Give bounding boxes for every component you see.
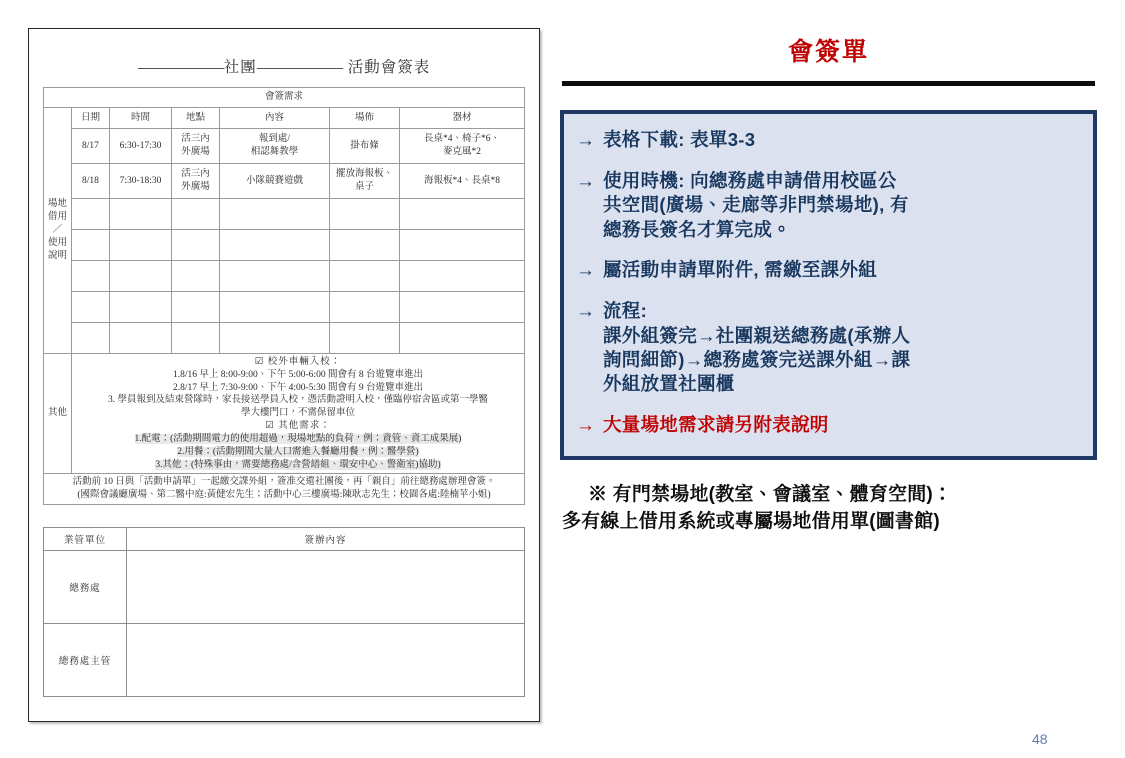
cell-setup: 掛布條 [330, 129, 400, 164]
cell-empty [330, 292, 400, 323]
cell-empty [400, 323, 525, 354]
bullet-text [603, 169, 1081, 242]
table-row [44, 129, 525, 164]
signature-row [44, 623, 525, 696]
notes-item-text: 2.用餐：(活動期間大量人口需進入餐廳用餐，例：醫學營) [177, 446, 419, 457]
vertical-label-line-1: 場地 [47, 199, 67, 210]
notes-heading-other: ☑ 其他需求： [265, 421, 331, 432]
footnote-row [44, 474, 525, 505]
cell-equipment: 海報板*4、長桌*8 [400, 164, 525, 199]
signature-table [43, 527, 525, 697]
cell-empty [330, 261, 400, 292]
cell-empty [220, 199, 330, 230]
cell-date: 8/17 [72, 129, 110, 164]
signature-unit-general-affairs-head: 總務處主管 [44, 623, 127, 696]
cell-time: 6:30-17:30 [110, 129, 172, 164]
vertical-label-cell [44, 108, 72, 354]
cell-empty [220, 292, 330, 323]
vertical-label-line-4: 使用 [47, 237, 67, 248]
notes-item [74, 459, 522, 472]
cell-date: 8/18 [72, 164, 110, 199]
column-header-date: 日期 [72, 108, 110, 129]
bullet-line: 表格下載: 表單3-3 [603, 128, 756, 150]
cell-empty [110, 199, 172, 230]
table-header-row [44, 108, 525, 129]
table-row-empty [44, 199, 525, 230]
right-column [556, 28, 1101, 536]
blank-line-right [257, 68, 343, 69]
signature-unit-general-affairs: 總務處 [44, 550, 127, 623]
cell-content-line1: 報到處/ [258, 134, 291, 145]
cell-empty [72, 199, 110, 230]
table-banner-row [44, 88, 525, 108]
cell-setup [330, 164, 400, 199]
arrow-icon: → [576, 301, 596, 323]
bullet-line: 詢問細節)→總務處簽完送課外組→課 [603, 348, 911, 370]
signature-row [44, 550, 525, 623]
footnote-line-2: (國際會議廳廣場、第二醫中庭:黃健宏先生；活動中心三樓廣場:陳耿志先生；校園各處:陸楠苹小姐) [77, 490, 491, 501]
cell-empty [330, 230, 400, 261]
arrow-icon: → [576, 129, 596, 151]
cell-place-line1: 活三內 [181, 169, 210, 180]
notes-item [74, 433, 522, 446]
form-heading-prefix: 社團 [223, 59, 257, 76]
bullet-attachment [576, 258, 1081, 283]
cell-place-line2: 外廣場 [181, 182, 210, 192]
bullet-line: 課外組簽完→社團親送總務處(承辦人 [603, 324, 911, 346]
notes-cell [72, 354, 525, 474]
notes-item: 2.8/17 早上 7:30-9:00、下午 4:00-5:30 間會有 9 台遊覽車進出 [173, 382, 423, 393]
requirements-table [43, 87, 525, 505]
cell-empty [172, 199, 220, 230]
cell-place [172, 129, 220, 164]
banner-cell: 會簽需求 [44, 88, 525, 108]
cell-empty [330, 199, 400, 230]
cell-place-line1: 活三內 [181, 134, 210, 145]
blank-line-left [138, 68, 224, 69]
column-header-equipment: 器材 [400, 108, 525, 129]
footnote-cell [44, 474, 525, 505]
cell-place [172, 164, 220, 199]
cell-empty [110, 230, 172, 261]
info-box [560, 110, 1097, 460]
notes-item-text: 3.其他：(特殊事由，需要總務處/含營繕組、環安中心、警衛室)協助) [155, 459, 441, 470]
form-heading [43, 55, 525, 77]
bullet-form-download [576, 128, 1081, 153]
column-header-content: 內容 [220, 108, 330, 129]
footnote-line-1: 活動前 10 日與「活動申請單」一起繳交課外組，簽准交還社團後，再「親自」前往總務處辦理會簽。 [72, 477, 496, 488]
cell-equipment-line1: 長桌*4、椅子*6、 [423, 134, 500, 145]
cell-time: 7:30-18:30 [110, 164, 172, 199]
signature-header-row [44, 527, 525, 550]
notes-item-text: 1.配電：(活動期間電力的使用超過，現場地點的負荷，例：資管、資工成果展) [134, 433, 462, 444]
arrow-icon: → [576, 414, 596, 436]
cell-setup-line1: 擺放海報板、 [335, 169, 393, 180]
arrow-icon: → [576, 260, 596, 282]
cell-content: 小隊競賽遊戲 [220, 164, 330, 199]
notes-item: 學大樓門口，不需保留車位 [240, 408, 355, 419]
title-divider [562, 81, 1095, 86]
notes-item: 3. 學員報到及結束營隊時，家長接送學員入校，憑活動證明入校，僅臨停宿舍區或第一學醫 [107, 395, 488, 406]
bullet-text [603, 413, 1081, 437]
column-header-time: 時間 [110, 108, 172, 129]
bullet-process [576, 299, 1081, 397]
bullet-line: 外組放置社團櫃 [603, 373, 735, 395]
cell-empty [400, 230, 525, 261]
page-number: 48 [1032, 731, 1048, 747]
form-content [43, 41, 525, 709]
table-row [44, 164, 525, 199]
scanned-form-card [28, 28, 540, 722]
table-row-empty [44, 230, 525, 261]
cell-empty [110, 292, 172, 323]
cell-equipment [400, 129, 525, 164]
page-title: 會簽單 [787, 38, 869, 66]
cell-setup-line2: 桌子 [354, 182, 374, 192]
bottom-note-line-1: ※ 有門禁場地(教室、會議室、體育空間)： [588, 483, 953, 505]
table-row-empty [44, 323, 525, 354]
notes-item: 1.8/16 早上 8:00-9:00、下午 5:00-6:00 間會有 8 台遊覽車進出 [173, 369, 423, 380]
cell-empty [172, 323, 220, 354]
cell-empty [72, 230, 110, 261]
form-heading-suffix: 活動會簽表 [347, 59, 431, 76]
arrow-icon: → [576, 170, 596, 192]
other-label-cell: 其他 [44, 354, 72, 474]
cell-content-line2: 相認舞教學 [250, 147, 299, 157]
bullet-line: 大量場地需求請另附表說明 [603, 413, 829, 435]
cell-empty [400, 199, 525, 230]
vertical-label-line-5: 說明 [47, 250, 67, 261]
bullet-line: 總務長簽名才算完成。 [603, 218, 792, 240]
table-row-empty [44, 261, 525, 292]
cell-empty [330, 323, 400, 354]
cell-empty [110, 323, 172, 354]
bottom-note [562, 482, 1099, 536]
bullet-line: 使用時機: 向總務處申請借用校區公 [603, 169, 897, 191]
bullet-line: 流程: [603, 300, 648, 322]
notes-row [44, 354, 525, 474]
column-header-place: 地點 [172, 108, 220, 129]
bullet-text [603, 299, 1081, 397]
cell-equipment-line2: 麥克風*2 [442, 147, 481, 157]
table-row-empty [44, 292, 525, 323]
vertical-label-line-2: 借用 [47, 212, 67, 223]
cell-empty [220, 261, 330, 292]
notes-heading-vehicles: ☑ 校外車輛入校： [254, 357, 342, 367]
signature-header-unit: 業管單位 [44, 527, 127, 550]
cell-empty [72, 261, 110, 292]
bullet-text [603, 128, 1081, 152]
cell-empty [172, 261, 220, 292]
cell-empty [220, 230, 330, 261]
signature-content-blank[interactable] [127, 550, 525, 623]
cell-empty [110, 261, 172, 292]
cell-empty [72, 323, 110, 354]
bullet-text [603, 258, 1081, 282]
bullet-large-venue-warning [576, 413, 1081, 438]
notes-item [74, 446, 522, 459]
bullet-line: 屬活動申請單附件, 需繳至課外組 [603, 259, 878, 281]
cell-empty [172, 230, 220, 261]
signature-content-blank[interactable] [127, 623, 525, 696]
column-header-setup: 場佈 [330, 108, 400, 129]
cell-empty [400, 292, 525, 323]
cell-empty [172, 292, 220, 323]
cell-content [220, 129, 330, 164]
bullet-usage-timing [576, 169, 1081, 242]
vertical-label-line-3: ／ [52, 225, 63, 236]
cell-empty [400, 261, 525, 292]
cell-empty [72, 292, 110, 323]
cell-place-line2: 外廣場 [181, 147, 210, 157]
cell-empty [220, 323, 330, 354]
signature-header-content: 簽辦內容 [127, 527, 525, 550]
bullet-line: 共空間(廣場、走廊等非門禁場地), 有 [603, 194, 909, 216]
bottom-note-line-2: 多有線上借用系統或專屬場地借用單(圖書館) [562, 510, 940, 532]
